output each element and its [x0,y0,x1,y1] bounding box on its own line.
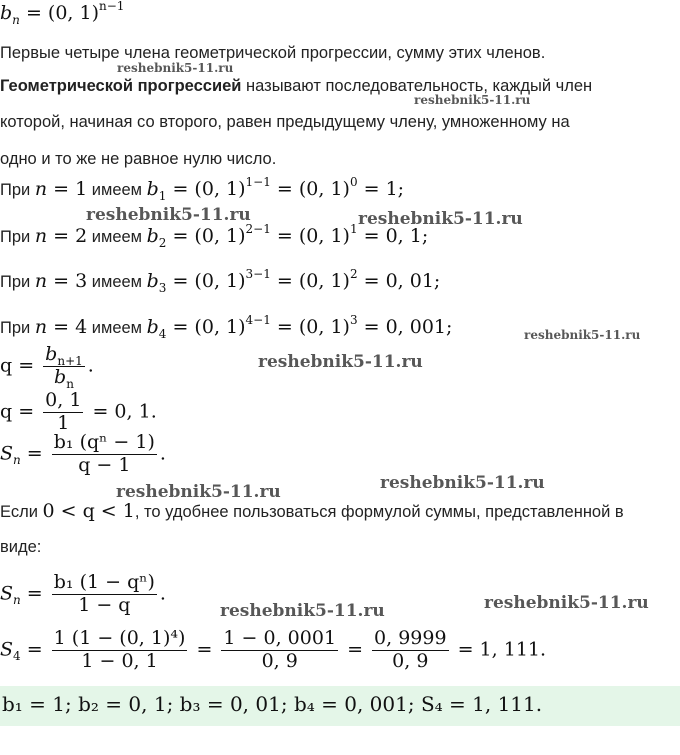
term-exp1: 1−1 [245,175,271,189]
formula-lhs: b [0,2,13,24]
term-n: = 4 [47,316,88,338]
q-tail: . [87,354,94,377]
note-cond: 0 < q < 1 [42,500,135,522]
qv-tail: = 0, 1. [86,400,157,423]
term-result: = 1; [357,178,405,200]
s4-lhs-sub: 4 [13,649,21,664]
watermark: reshebnik5-11.ru [380,473,545,493]
note-line-1 [0,500,624,522]
qv-num: 0, 1 [45,389,82,411]
s4-den3: 0, 9 [392,649,429,672]
sn-alt-lhs-sub: n [13,593,21,608]
watermark: reshebnik5-11.ru [258,352,423,372]
qv-den: 1 [57,411,70,434]
term-n: = 3 [47,270,88,292]
formula-eq: = (0, 1) [19,2,99,24]
sn-alt-lhs: S [0,582,14,605]
note-post: , то удобнее пользоваться формулой суммы, представленной в [134,503,624,521]
q-num-sub: n+1 [57,354,83,368]
sn-eq: = [20,442,49,465]
term-line-2: При n = 2 имеем $b_2 = (0$, 1)$^{2-1}$ = (0, 1)$^1$ = 0, 1; [0,222,429,250]
term-mid: имеем [87,181,147,199]
qv-lhs: q = [0,400,41,423]
term-exp2: 3 [349,313,358,327]
answer-text: b₁ = 1; b₂ = 0, 1; b₃ = 0, 01; b₄ = 0, 001; S₄ = 1, 111. [2,692,543,716]
definition-line-3: одно и то же не равное нулю число. [0,150,277,168]
term-p2: = (0, 1) [270,225,350,247]
term-p2: = (0, 1) [270,316,350,338]
note-line-2: виде: [0,538,42,556]
s4-calculation: $S_4$ = $\frac{\text{1 (1 − (0, 1)⁴)}}{1 - 0, 1}$ = $\frac{1 - 0, 0001}{0, 9}$ = $\frac{0, 9999}{0, 9}$ = 1, 111. [0,627,547,672]
watermark: reshebnik5-11.ru [414,93,531,107]
sn-lhs-sub: n [13,453,21,468]
watermark: reshebnik5-11.ru [484,593,649,613]
term-n: = 2 [47,225,88,247]
term-mid: имеем [87,319,147,337]
sn-alt-eq: = [20,582,49,605]
s4-num3: 0, 9999 [374,627,447,649]
term-exp2: 0 [349,175,358,189]
term-exp1: 2−1 [245,222,271,236]
term-exp2: 2 [349,267,358,281]
definition-line-2: которой, начиная со второго, равен предыдущему члену, умноженному на [0,113,570,131]
term-exp1: 4−1 [245,313,271,327]
q-formula [0,344,94,389]
term-exp2: 1 [349,222,358,236]
sn-den: q − 1 [78,453,131,476]
answer-box [0,686,680,726]
q-den-b: b [54,365,67,388]
term-mid: имеем [87,228,147,246]
term-n: = 1 [47,178,88,200]
term-result: = 0, 01; [357,270,441,292]
s4-num2: 1 − 0, 0001 [223,627,337,649]
s4-tail: = 1, 111. [451,638,547,661]
term-line-3: При n = 3 имеем $b_3 = (0$, 1)$^{3-1}$ = (0, 1)$^2$ = 0, 01; [0,267,441,295]
term-pre: При [0,273,35,291]
q-num-b: b [45,343,58,365]
watermark: reshebnik5-11.ru [116,482,281,502]
sn-alt-formula [0,572,166,617]
term-result: = 0, 1; [357,225,429,247]
intro-text: Первые четыре члена геометрической прогрессии, сумму этих членов. [0,44,546,62]
s4-lhs: S [0,638,14,661]
formula-exp: n−1 [99,0,125,13]
term-p2: = (0, 1) [270,270,350,292]
watermark: reshebnik5-11.ru [358,209,523,229]
term-idx: 3 [158,281,167,295]
term-line-4: При n = 4 имеем $b_4 = (0$, 1)$^{4-1}$ = (0, 1)$^3$ = 0, 001; [0,313,453,341]
term-pre: При [0,228,35,246]
definition-rest: называют последовательность, каждый член [241,77,593,95]
formula-sub: n [12,13,20,27]
watermark: reshebnik5-11.ru [117,61,234,75]
term-idx: 1 [158,189,167,203]
watermark: reshebnik5-11.ru [524,328,641,342]
s4-eq: = [20,638,49,661]
watermark: reshebnik5-11.ru [86,205,251,225]
q-value [0,390,157,435]
term-p2: = (0, 1) [270,178,350,200]
q-lhs: q = [0,354,41,377]
sn-alt-den: 1 − q [78,593,131,616]
watermark: reshebnik5-11.ru [220,601,385,621]
sn-formula [0,432,166,477]
note-pre: Если [0,503,43,521]
sn-tail: . [159,442,166,465]
term-idx: 2 [158,236,167,250]
sn-alt-num: b₁ (1 − qⁿ) [53,571,155,593]
term-exp1: 3−1 [245,267,271,281]
sn-lhs: S [0,442,14,465]
term-pre: При [0,181,35,199]
term-idx: 4 [158,327,167,341]
sn-alt-tail: . [159,582,166,605]
s4-num1: 1 (1 − (0, 1)⁴) [53,627,186,649]
s4-den1: 1 − 0, 1 [81,649,158,672]
definition-term: Геометрической прогрессией [0,77,242,95]
term-result: = 0, 001; [357,316,453,338]
term-pre: При [0,319,35,337]
formula-bn [0,0,125,27]
term-mid: имеем [87,273,147,291]
sn-num: b₁ (qⁿ − 1) [53,431,155,453]
s4-den2: 0, 9 [261,649,298,672]
term-line-1: При n = 1 имеем $b_1 = (0$, 1)$^{1-1}$ = (0, 1)$^0$ = 1; [0,175,405,203]
q-den-sub: n [66,376,74,391]
